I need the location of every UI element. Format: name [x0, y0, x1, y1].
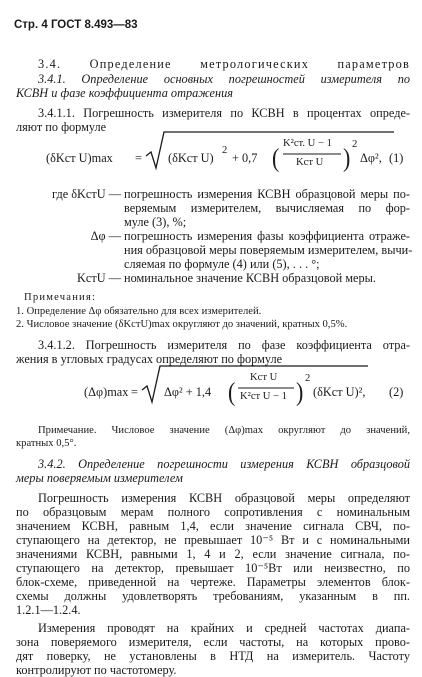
para1-line: ступающего на детектор, не превышает 10⁻⁵ Вт и с номинальными [16, 533, 410, 547]
formula-2-term1: Δφ² + 1,4 [164, 385, 212, 399]
formula-2-number: (2) [389, 385, 404, 399]
page-header: Стр. 4 ГОСТ 8.493—83 [14, 19, 138, 31]
formula-2-denominator: K²ст U − 1 [240, 391, 288, 402]
def-dkst-line3: муле (3), %; [124, 215, 187, 229]
para1-line: ступающего на детектор, превышает 10⁻⁵Вт или неизвестно, по [16, 561, 410, 575]
section-3-4-1-2-line2: жения в угловых градусах определяют по формуле [16, 352, 283, 366]
section-3-4-1-1-line2: ляют по формуле [16, 120, 107, 134]
section-3-4-2-line1: 3.4.2. Определение погрешности измерения КСВН образцовой [38, 457, 410, 471]
para1-line: значением КСВН, равным 1,4, если значение сигнала СВЧ, по- [16, 519, 410, 533]
formula-1-close-paren: ) [343, 142, 351, 173]
formula-1-equals: = [135, 151, 142, 165]
para1-line: по образцовым мерам полного сопротивления с номинальным [16, 505, 410, 519]
def-dphi-line1: погрешность измерения фазы коэффициента отраже- [124, 229, 410, 243]
section-3-4-title: 3.4. Определение метрологических параметров [38, 57, 410, 71]
formula-1-numerator: K²ст. U − 1 [283, 138, 332, 149]
section-3-4-1-1-line1: 3.4.1.1. Погрешность измерителя по КСВН в процентах опреде- [38, 106, 410, 120]
formula-1-open-paren: ( [272, 142, 280, 173]
formula-1-number: (1) [389, 151, 404, 165]
section-3-4-2-line2: меры поверяемым измерителем [16, 471, 183, 485]
def-dphi-symbol: Δφ — [90, 229, 121, 243]
notes-title: Примечания: [24, 292, 97, 303]
def-dphi-line3: сляемая по формуле (4) или (5), . . . °; [124, 257, 320, 271]
note-2: 2. Числовое значение (δKстU)max округляют до значений, кратных 0,5%. [16, 319, 348, 330]
section-3-4-1-2-line1: 3.4.1.2. Погрешность измерителя по фазе коэффициента отра- [38, 338, 410, 352]
def-dkst-line1: погрешность измерения КСВН образцовой меры по- [124, 187, 410, 201]
formula-1-term1: (δKст U) [168, 151, 214, 165]
para1-line: 1.2.1—1.2.4. [16, 603, 81, 617]
def-dkst-line2: веряемым измерителем, вычисляемая по фор- [124, 201, 410, 215]
formula-2-numerator: Kст U [250, 372, 278, 383]
formula-1-square: 2 [352, 139, 358, 150]
def-dphi-line2: ния образцовой меры поверяемым измерителем, вычи- [124, 243, 413, 257]
para1-line: Погрешность измерения КСВН образцовой меры определяют [38, 491, 410, 505]
formula-2-lhs: (Δφ)max [84, 385, 129, 399]
formula-2-square: 2 [305, 373, 311, 384]
def-kst-line1: номинальное значение КСВН образцовой меры. [124, 271, 377, 285]
para2-line: контролируют по частотомеру. [16, 663, 177, 677]
para2-line: Измерения проводят на крайних и средней частотах диапа- [38, 621, 410, 635]
para2-line: зона поверяемого измерителя, если частоты, на которых прово- [16, 635, 410, 649]
para2-line: дят поверку, не установлены в НТД на измеритель. Частоту [16, 649, 410, 663]
note-1: 1. Определение Δφ обязательно для всех измерителей. [16, 306, 262, 317]
formula-2-open-paren: ( [228, 376, 236, 407]
formula-1-lhs: (δKст U)max [46, 151, 113, 165]
section-3-4-1-line1: 3.4.1. Определение основных погрешностей измерителя по [38, 72, 410, 86]
para1-line: значениями КСВН, равными 1, 4 и 2, если значение сигнала, по- [16, 547, 410, 561]
formula-1-dphi: Δφ², [360, 151, 382, 165]
section-3-4-1-line2: КСВН и фазе коэффициента отражения [16, 86, 233, 100]
formula-2-equals: = [131, 385, 138, 399]
para1-line: блок-схеме, приведенной на чертеже. Параметры элементов блок- [16, 575, 410, 589]
para1-line: схемы должны удовлетворять требованиям, указанным в пп. [16, 589, 410, 603]
note2-line1: Примечание. Числовое значение (Δφ)max округляют до значений, [38, 425, 410, 436]
def-kst-symbol: KстU — [77, 271, 121, 285]
formula-1-denominator: Kст U [296, 157, 324, 168]
formula-1-plus-coef: + 0,7 [232, 151, 258, 165]
def-dkst-symbol: где δKстU — [52, 187, 121, 201]
formula-2-tail: (δKст U)², [313, 385, 366, 399]
note2-line2: кратных 0,5°. [16, 438, 77, 449]
formula-2-close-paren: ) [296, 376, 304, 407]
formula-1-term1-square: 2 [222, 145, 228, 156]
